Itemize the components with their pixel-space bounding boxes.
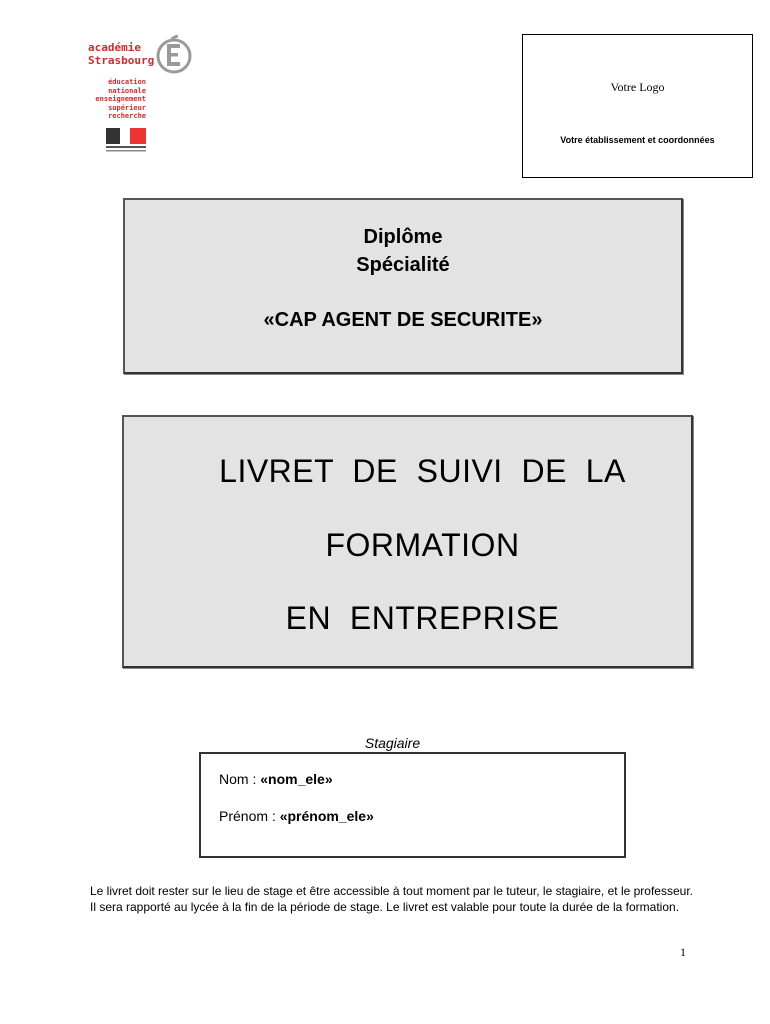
diploma-label: Diplôme bbox=[363, 226, 443, 248]
trainee-label: Stagiaire bbox=[364, 735, 421, 751]
school-details-text: Votre établissement et coordonnées bbox=[560, 135, 715, 145]
logo-line: supérieur bbox=[108, 103, 146, 112]
specialty-value: «CAP AGENT DE SECURITE» bbox=[263, 309, 543, 331]
nom-label: Nom : bbox=[219, 771, 261, 787]
school-logo-placeholder bbox=[522, 34, 753, 178]
title-line-1: LIVRET DE SUIVI DE LA bbox=[219, 453, 626, 489]
e-emblem-icon bbox=[156, 30, 192, 76]
logo-academie: académie bbox=[88, 41, 141, 54]
logo-line: éducation bbox=[108, 78, 146, 86]
title-line-3: EN ENTREPRISE bbox=[285, 600, 560, 636]
logo-placeholder-text: Votre Logo bbox=[610, 80, 665, 94]
prenom-value: «prénom_ele» bbox=[279, 808, 374, 824]
title-line-2: FORMATION bbox=[325, 527, 520, 563]
notice-paragraph: Le livret doit rester sur le lieu de stage et être accessible à tout moment par le tuteur, le stagiaire, et le professeur. Il sera rapporté au lycée à la fin de la période de stage. Le livret est valable pour toute la durée de la formation. bbox=[90, 884, 693, 914]
republique-flag-icon bbox=[106, 128, 148, 154]
page-number: 1 bbox=[680, 945, 686, 959]
logo-line: nationale bbox=[108, 86, 146, 95]
specialty-label: Spécialité bbox=[356, 254, 450, 276]
prenom-field bbox=[219, 808, 374, 824]
prenom-label: Prénom : bbox=[219, 808, 280, 824]
logo-line: recherche bbox=[108, 112, 146, 120]
academie-strasbourg-logo bbox=[88, 28, 168, 158]
logo-strasbourg: Strasbourg bbox=[88, 54, 155, 67]
title-box bbox=[122, 415, 693, 668]
trainee-box bbox=[199, 752, 626, 858]
nom-field bbox=[219, 771, 333, 787]
diploma-box bbox=[123, 198, 683, 374]
nom-value: «nom_ele» bbox=[260, 771, 333, 787]
logo-line: enseignement bbox=[95, 95, 146, 103]
